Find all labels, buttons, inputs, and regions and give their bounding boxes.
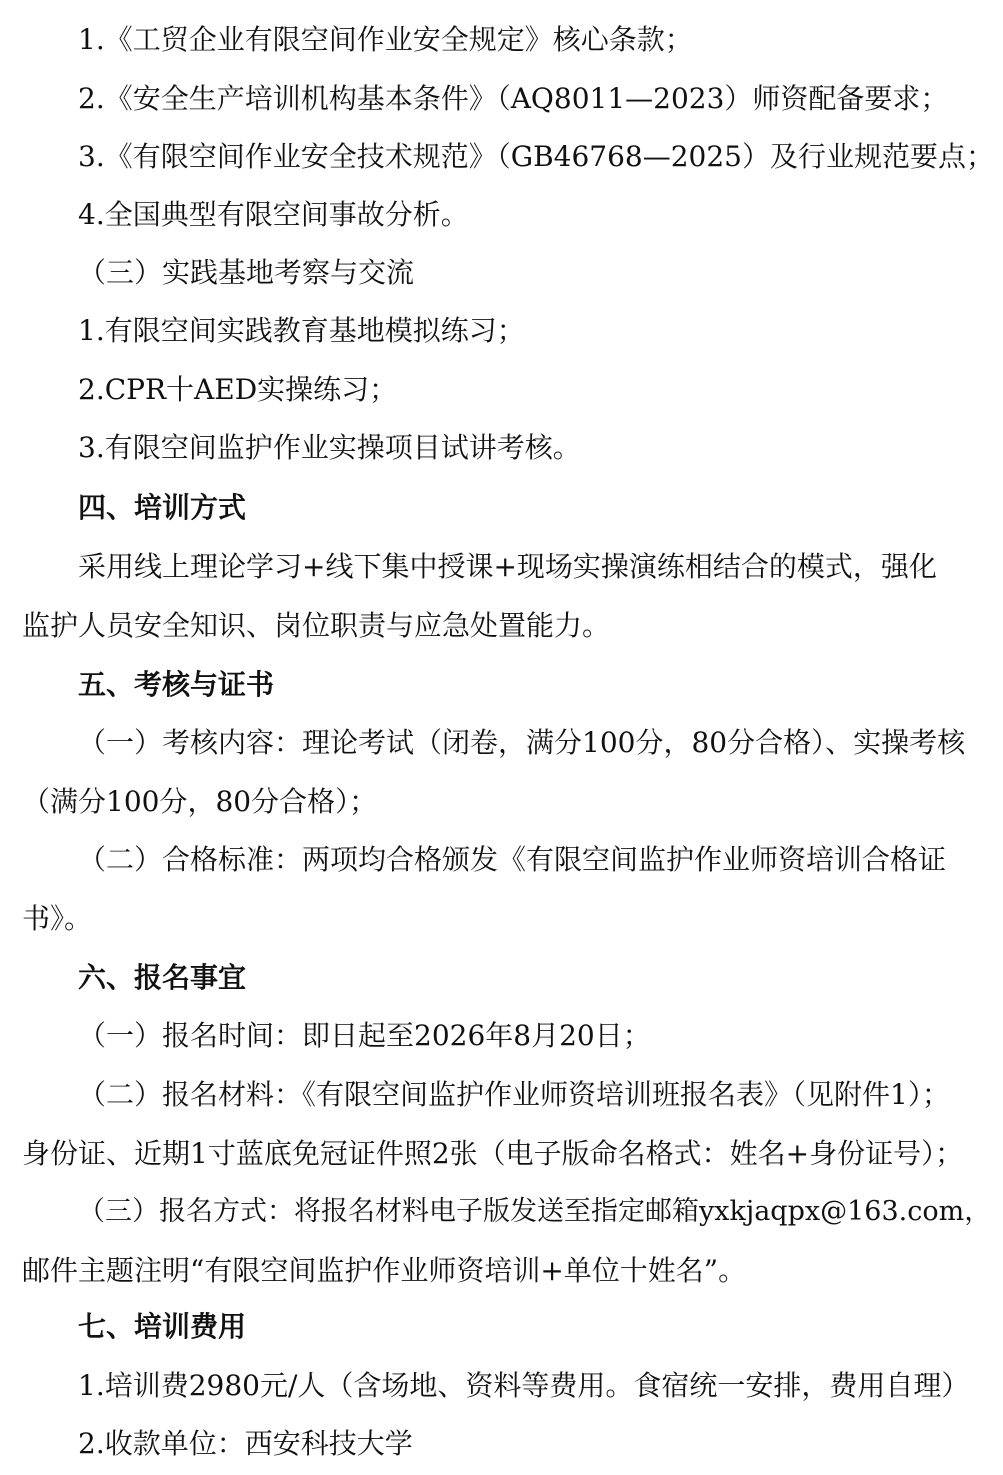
topic-item-4: 4.全国典型有限空间事故分析。 <box>78 198 469 231</box>
registration-method-line-2: 邮件主题注明“有限空间监护作业师资培训+单位十姓名”。 <box>22 1254 747 1287</box>
assessment-content-line-2: （满分100分，80分合格）； <box>22 785 378 818</box>
topic-item-2: 2.《安全生产培训机构基本条件》（AQ8011—2023）师资配备要求； <box>78 82 949 115</box>
training-method-line-1: 采用线上理论学习+线下集中授课+现场实操演练相结合的模式，强化 <box>78 550 937 583</box>
registration-materials-line-2: 身份证、近期1寸蓝底免冠证件照2张（电子版命名格式：姓名+身份证号）； <box>22 1137 964 1170</box>
topic-item-3: 3.《有限空间作业安全技术规范》（GB46768—2025）及行业规范要点； <box>78 140 994 173</box>
fees-line-1: 1.培训费2980元/人（含场地、资料等费用。食宿统一安排，费用自理） <box>78 1369 970 1402</box>
registration-method-line-1: （三）报名方式：将报名材料电子版发送至指定邮箱yxkjaqpx@163.com， <box>78 1196 992 1227</box>
training-method-line-2: 监护人员安全知识、岗位职责与应急处置能力。 <box>22 609 611 642</box>
assessment-standard-line-2: 书》。 <box>22 902 93 935</box>
registration-heading: 六、报名事宜 <box>78 961 247 994</box>
practice-item-1: 1.有限空间实践教育基地模拟练习； <box>78 314 525 347</box>
practice-item-3: 3.有限空间监护作业实操项目试讲考核。 <box>78 431 581 464</box>
assessment-standard-line-1: （二）合格标准：两项均合格颁发《有限空间监护作业师资培训合格证 <box>78 843 947 876</box>
fees-heading: 七、培训费用 <box>78 1310 247 1343</box>
topic-item-1: 1.《工贸企业有限空间作业安全规定》核心条款； <box>78 23 693 56</box>
registration-time: （一）报名时间：即日起至2026年8月20日； <box>78 1019 651 1052</box>
assessment-heading: 五、考核与证书 <box>78 668 275 701</box>
practice-item-2: 2.CPR十AED实操练习； <box>78 373 398 406</box>
assessment-content-line-1: （一）考核内容：理论考试（闭卷，满分100分，80分合格）、实操考核 <box>78 726 966 759</box>
fees-line-2: 2.收款单位：西安科技大学 <box>78 1427 413 1460</box>
registration-materials-line-1: （二）报名材料：《有限空间监护作业师资培训班报名表》（见附件1）； <box>78 1078 950 1111</box>
practice-subheading: （三）实践基地考察与交流 <box>78 256 415 289</box>
training-method-heading: 四、培训方式 <box>78 491 247 524</box>
